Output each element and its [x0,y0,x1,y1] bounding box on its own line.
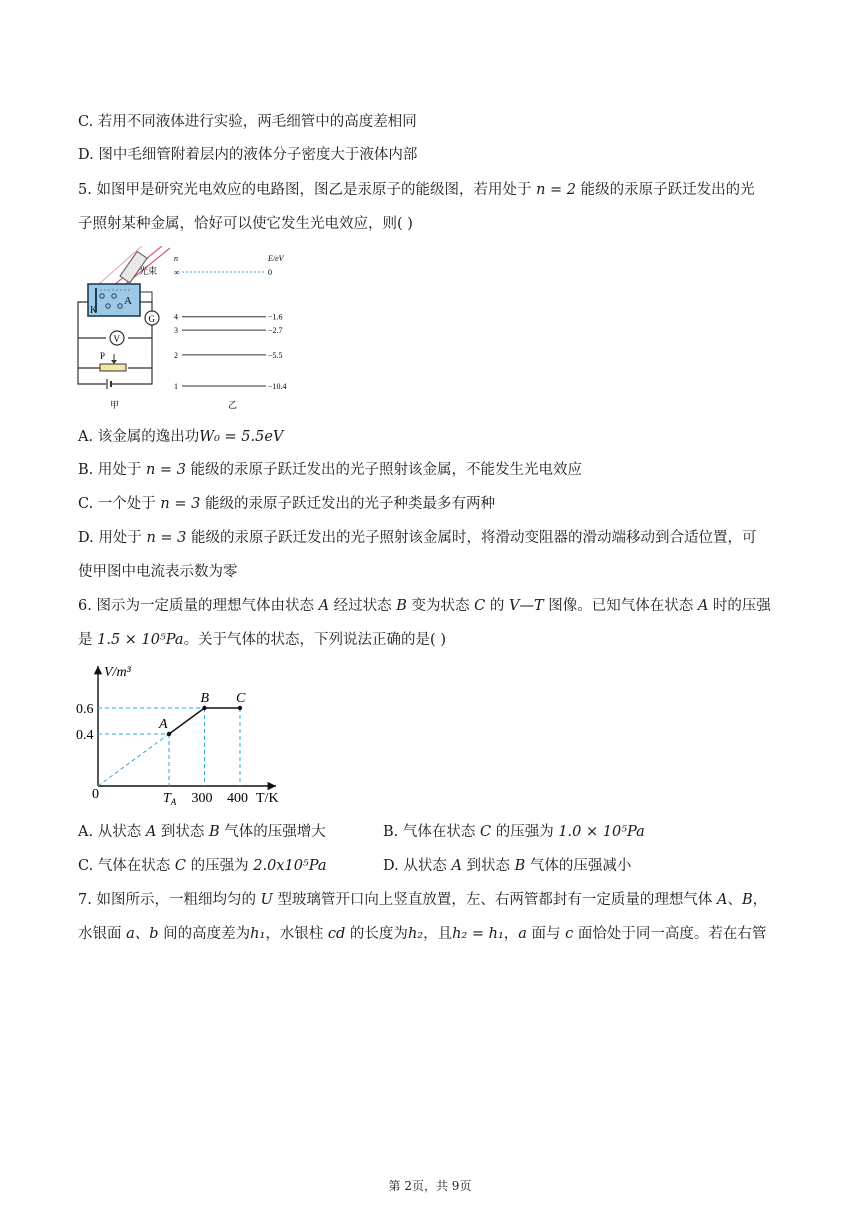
point-label-A: A [159,717,168,732]
origin-label: 0 [92,787,99,802]
cathode-label: K [90,305,98,316]
point-label-B: B [200,691,210,706]
voltmeter-label: V [113,334,120,344]
slider-label: P [100,351,106,361]
q5-figure [70,246,300,414]
energy-level-n: 4 [174,312,178,322]
energy-n-header: n [174,254,178,263]
q6-option-b: B. 气体在状态 C 的压强为 1.0 × 10⁵Pa [383,824,645,840]
energy-level-e: −1.6 [268,312,283,322]
q5-option-a: A. 该金属的逸出功W₀ = 5.5eV [78,429,284,445]
data-point-A [167,732,171,736]
origin-extension-line [98,734,169,786]
data-point-B [202,706,206,710]
x-axis-label: T/K [256,791,279,806]
point-label-C: C [236,691,246,706]
energy-level-n: 3 [174,326,178,336]
energy-level-n: 2 [174,350,178,360]
q6-vt-chart [76,660,286,810]
q5-option-c: C. 一个处于 n = 3 能级的汞原子跃迁发出的光子种类最多有两种 [78,496,495,512]
energy-level-e: −2.7 [268,326,283,336]
energy-levels [174,268,287,391]
q5-option-d-cont: 使甲图中电流表示数为零 [78,564,238,580]
q5-stem-line2: 子照射某种金属，恰好可以使它发生光电效应，则( ) [78,216,413,232]
q6-stem-line1: 6. 图示为一定质量的理想气体由状态 A 经过状态 B 变为状态 C 的 V—T 图像。已知气体在状态 A 时的压强 [78,598,771,614]
q5-option-d: D. 用处于 n = 3 能级的汞原子跃迁发出的光子照射该金属时，将滑动变阻器的滑动端移动到合适位置，可 [78,530,757,546]
q6-option-c: C. 气体在状态 C 的压强为 2.0x10⁵Pa [78,858,327,874]
energy-level-e: 0 [268,268,272,277]
y-tick-label: 0.6 [76,702,94,717]
page-footer: 第 2页，共 9页 [388,1179,472,1193]
energy-level-e: −5.5 [268,350,283,360]
data-point-C [238,706,242,710]
rheostat-icon [100,364,126,371]
energy-level-n: 1 [174,382,178,391]
anode-label: A [124,295,132,307]
y-tick-label: 0.4 [76,728,94,743]
q5-stem-line1: 5. 如图甲是研究光电效应的电路图，图乙是汞原子的能级图，若用处于 n = 2 能级的汞原子跃迁发出的光 [78,182,755,198]
x-tick-label: 400 [227,791,248,806]
fig5-caption-left: 甲 [110,400,120,410]
energy-level-n: ∞ [174,268,180,277]
q7-stem-line2: 水银面 a、b 间的高度差为h₁，水银柱 cd 的长度为h₂，且h₂ = h₁，a 面与 c 面恰处于同一高度。若在右管 [78,926,767,942]
fig5-caption-right: 乙 [228,400,238,410]
x-tick-label: 300 [191,791,213,806]
q6-option-d: D. 从状态 A 到状态 B 气体的压强减小 [383,858,632,874]
galvanometer-label: G [148,314,155,324]
y-axis-label: V/m³ [104,665,131,680]
q5-option-b: B. 用处于 n = 3 能级的汞原子跃迁发出的光子照射该金属，不能发生光电效应 [78,462,583,478]
energy-e-header: E/eV [268,254,284,263]
energy-level-e: −10.4 [268,382,287,391]
q6-option-a: A. 从状态 A 到状态 B 气体的压强增大 [78,824,326,840]
light-beam-label: 光束 [139,266,158,276]
x-tick-label: $T_A$ [163,791,177,807]
q4-option-c: C. 若用不同液体进行实验，两毛细管中的高度差相同 [78,114,417,130]
q4-option-d: D. 图中毛细管附着层内的液体分子密度大于液体内部 [78,147,418,163]
q7-stem-line1: 7. 如图所示，一粗细均匀的 U 型玻璃管开口向上竖直放置，左、右两管都封有一定质量的理想气体 A、B， [78,892,768,908]
q6-stem-line2: 是 1.5 × 10⁵Pa。关于气体的状态，下列说法正确的是( ) [78,632,446,648]
